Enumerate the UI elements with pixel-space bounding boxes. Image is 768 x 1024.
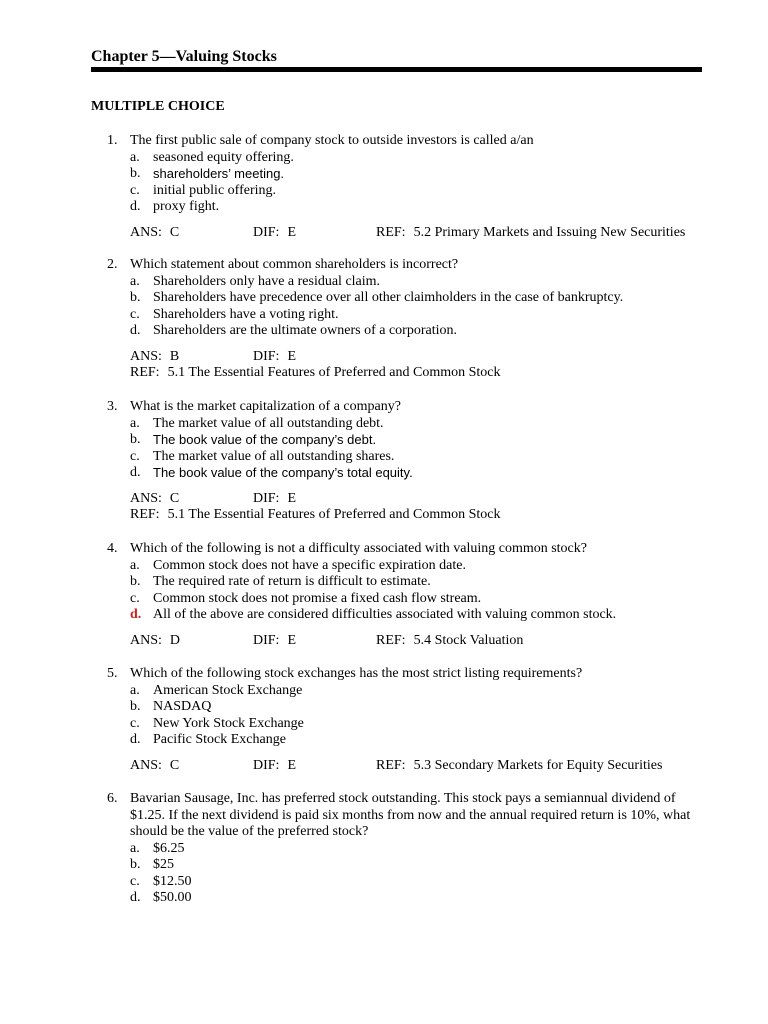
- option-text: $50.00: [153, 890, 192, 905]
- question-text-line: Bavarian Sausage, Inc. has preferred stock outstanding. This stock pays a semiannual dividend of: [130, 791, 676, 806]
- option-text: $6.25: [153, 840, 185, 856]
- question-stem: [107, 133, 707, 150]
- option-letter: d.: [130, 732, 141, 747]
- option-text: Pacific Stock Exchange: [153, 732, 286, 747]
- question-number: 1.: [107, 133, 118, 148]
- option-a: [107, 150, 707, 167]
- option-letter: a.: [130, 682, 140, 698]
- option-letter: c.: [130, 182, 140, 198]
- option-text: Shareholders are the ultimate owners of a corporation.: [153, 323, 458, 338]
- option-c: [107, 183, 707, 200]
- question-text-line: should be the value of the preferred stock?: [130, 824, 369, 839]
- difficulty-field: DIF: E: [253, 632, 297, 648]
- answer-meta: [107, 225, 707, 242]
- difficulty-value: E: [287, 632, 297, 648]
- option-text: New York Stock Exchange: [153, 715, 304, 731]
- option-letter: c.: [130, 448, 140, 464]
- option-c: [107, 307, 707, 324]
- question-3: [107, 399, 707, 524]
- option-b: [107, 290, 707, 307]
- reference-value: 5.1 The Essential Features of Preferred and Common Stock: [167, 507, 501, 522]
- reference-field: REF: 5.4 Stock Valuation: [376, 632, 524, 648]
- answer-field: ANS: B: [130, 348, 180, 364]
- difficulty-field: DIF: E: [253, 348, 297, 364]
- reference-value: 5.2 Primary Markets and Issuing New Securities: [413, 224, 686, 240]
- option-letter: d.: [130, 465, 141, 480]
- question-number: 2.: [107, 257, 118, 272]
- option-a: [107, 683, 707, 700]
- option-letter: a.: [130, 415, 140, 431]
- option-text: NASDAQ: [153, 699, 212, 714]
- difficulty-field: DIF: E: [253, 757, 297, 773]
- option-d: [107, 465, 707, 482]
- option-text: Common stock does not promise a fixed cash flow stream.: [153, 590, 482, 606]
- option-c: [107, 449, 707, 466]
- option-b: [107, 574, 707, 591]
- question-text-line: $1.25. If the next dividend is paid six months from now and the annual required return is 10%, what: [130, 807, 691, 823]
- option-d: [107, 323, 707, 340]
- title-rule: [91, 67, 702, 72]
- option-letter: b.: [130, 857, 141, 872]
- option-text: $25: [153, 857, 174, 872]
- option-text: The book value of the company’s total equity.: [153, 465, 413, 480]
- question-stem: [107, 791, 707, 841]
- option-text: Shareholders have precedence over all other claimholders in the case of bankruptcy.: [153, 290, 624, 305]
- option-text: American Stock Exchange: [153, 682, 303, 698]
- option-letter: a.: [130, 557, 140, 573]
- option-letter: c.: [130, 715, 140, 731]
- answer-value: C: [169, 757, 180, 773]
- difficulty-value: E: [287, 224, 297, 240]
- difficulty-field: DIF: E: [253, 224, 297, 240]
- question-text: The first public sale of company stock to outside investors is called a/an: [130, 133, 534, 148]
- option-c: [107, 874, 707, 891]
- option-letter: c.: [130, 590, 140, 606]
- difficulty-value: E: [287, 757, 297, 773]
- question-stem: [107, 399, 707, 416]
- question-stem: [107, 666, 707, 683]
- reference-value: 5.1 The Essential Features of Preferred and Common Stock: [167, 365, 501, 380]
- answer-meta: [107, 491, 707, 524]
- option-letter: c.: [130, 873, 140, 889]
- question-number: 4.: [107, 541, 118, 556]
- reference-value: 5.3 Secondary Markets for Equity Securities: [413, 757, 663, 773]
- answer-value: D: [169, 632, 181, 648]
- answer-field: ANS: C: [130, 757, 180, 773]
- option-letter-highlighted: d.: [130, 607, 142, 622]
- answer-value: C: [169, 224, 180, 240]
- question-1: [107, 133, 707, 241]
- option-d: [107, 607, 707, 624]
- option-text: $12.50: [153, 873, 192, 889]
- question-5: [107, 666, 707, 774]
- reference-value: 5.4 Stock Valuation: [413, 632, 524, 648]
- option-b: [107, 699, 707, 716]
- difficulty-value: E: [287, 348, 297, 364]
- reference-field: REF: 5.3 Secondary Markets for Equity Securities: [376, 757, 663, 773]
- question-text: Which statement about common shareholders is incorrect?: [130, 257, 459, 272]
- option-c: [107, 716, 707, 733]
- option-text: initial public offering.: [153, 182, 276, 198]
- option-b: [107, 857, 707, 874]
- option-letter: a.: [130, 149, 140, 165]
- option-letter: d.: [130, 323, 141, 338]
- option-letter: d.: [130, 199, 141, 214]
- answer-meta: [107, 633, 707, 650]
- option-a: [107, 558, 707, 575]
- option-text: Shareholders only have a residual claim.: [153, 273, 381, 289]
- question-6: [107, 791, 707, 907]
- question-4: [107, 541, 707, 649]
- option-text: seasoned equity offering.: [153, 149, 294, 165]
- option-a: [107, 274, 707, 291]
- answer-value: C: [169, 490, 180, 506]
- option-letter: b.: [130, 699, 141, 714]
- option-text: All of the above are considered difficulties associated with valuing common stock.: [153, 607, 617, 622]
- question-stem: [107, 257, 707, 274]
- option-letter: b.: [130, 574, 141, 589]
- option-d: [107, 199, 707, 216]
- difficulty-value: E: [287, 490, 297, 506]
- question-text: What is the market capitalization of a company?: [130, 399, 401, 414]
- reference-field: REF: 5.1 The Essential Features of Preferred and Common Stock: [130, 507, 501, 522]
- question-text: [130, 791, 707, 841]
- option-d: [107, 732, 707, 749]
- answer-field: ANS: D: [130, 632, 181, 648]
- option-letter: a.: [130, 273, 140, 289]
- option-letter: b.: [130, 432, 141, 447]
- question-2: [107, 257, 707, 382]
- chapter-title: Chapter 5—Valuing Stocks: [91, 48, 277, 65]
- question-text: Which of the following stock exchanges has the most strict listing requirements?: [130, 666, 583, 681]
- option-d: [107, 890, 707, 907]
- difficulty-field: DIF: E: [253, 490, 297, 506]
- option-b: [107, 432, 707, 449]
- option-text: proxy fight.: [153, 199, 220, 214]
- option-letter: b.: [130, 166, 141, 181]
- section-heading: MULTIPLE CHOICE: [91, 99, 225, 114]
- option-text: The required rate of return is difficult to estimate.: [153, 574, 431, 589]
- answer-meta: [107, 758, 707, 775]
- reference-field: REF: 5.2 Primary Markets and Issuing New Securities: [376, 224, 686, 240]
- option-letter: d.: [130, 890, 141, 905]
- question-number: 5.: [107, 666, 118, 681]
- option-text: The market value of all outstanding debt.: [153, 415, 384, 431]
- option-a: [107, 416, 707, 433]
- question-text: Which of the following is not a difficulty associated with valuing common stock?: [130, 541, 587, 556]
- option-text: shareholders’ meeting.: [153, 166, 285, 181]
- question-number: 3.: [107, 399, 118, 414]
- option-letter: a.: [130, 840, 140, 856]
- question-stem: [107, 541, 707, 558]
- question-number: 6.: [107, 791, 118, 806]
- option-c: [107, 591, 707, 608]
- option-b: [107, 166, 707, 183]
- option-text: Shareholders have a voting right.: [153, 306, 339, 322]
- answer-value: B: [169, 348, 180, 364]
- option-letter: c.: [130, 306, 140, 322]
- reference-field: REF: 5.1 The Essential Features of Preferred and Common Stock: [130, 365, 501, 380]
- option-text: The market value of all outstanding shares.: [153, 448, 395, 464]
- option-letter: b.: [130, 290, 141, 305]
- option-text: The book value of the company’s debt.: [153, 432, 377, 447]
- option-text: Common stock does not have a specific expiration date.: [153, 557, 466, 573]
- answer-meta: [107, 349, 707, 382]
- answer-field: ANS: C: [130, 490, 180, 506]
- option-a: [107, 841, 707, 858]
- answer-field: ANS: C: [130, 224, 180, 240]
